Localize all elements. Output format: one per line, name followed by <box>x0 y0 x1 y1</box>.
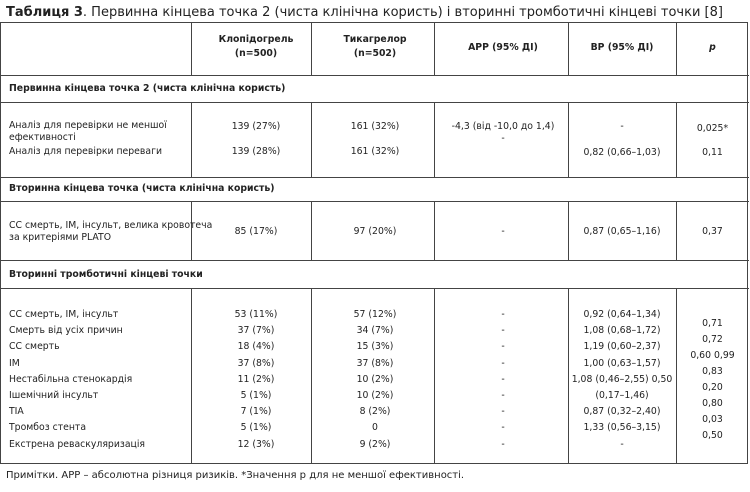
primary-row-1-arr-2: - <box>501 133 505 144</box>
primary-row-1-label-line2: ефективності <box>9 132 76 143</box>
thrombotic-row-2-clopidogrel: 37 (7%) <box>237 325 275 336</box>
primary-row-1-rr: - <box>620 121 624 132</box>
thrombotic-p-8: 0,50 <box>702 430 723 441</box>
thrombotic-row-2-label: Смерть від усіх причин <box>9 325 123 336</box>
primary-row-2-rr: 0,82 (0,66–1,03) <box>583 147 661 158</box>
thrombotic-row-9-label: Екстрена реваскуляризація <box>9 439 146 450</box>
vrule-primary-1 <box>191 102 192 177</box>
secondary-row-rr: 0,87 (0,65–1,16) <box>583 226 661 237</box>
thrombotic-row-9-clopidogrel: 12 (3%) <box>237 439 275 450</box>
thrombotic-row-4-arr: - <box>501 358 505 369</box>
section-thrombotic-title: Вторинні тромботичні кінцеві точки <box>9 269 203 280</box>
primary-row-2-p: 0,11 <box>702 147 723 158</box>
thrombotic-row-6-clopidogrel: 5 (1%) <box>240 390 272 401</box>
rule-primary-title <box>1 102 749 103</box>
thrombotic-p-6: 0,80 <box>702 398 723 409</box>
thrombotic-row-1-clopidogrel: 53 (11%) <box>234 309 278 320</box>
primary-row-1-p: 0,025* <box>696 123 729 134</box>
header-clopidogrel-name: Клопідогрель <box>218 34 294 45</box>
thrombotic-row-6-label: Ішемічний інсульт <box>9 390 99 401</box>
thrombotic-row-8-ticagrelor: 0 <box>372 422 378 433</box>
thrombotic-row-3-arr: - <box>501 341 505 352</box>
vrule-primary-2 <box>311 102 312 177</box>
thrombotic-row-2-rr: 1,08 (0,68–1,72) <box>583 325 661 336</box>
thrombotic-p-7: 0,03 <box>702 414 723 425</box>
secondary-row-label <box>9 220 212 244</box>
thrombotic-row-3-ticagrelor: 15 (3%) <box>356 341 394 352</box>
thrombotic-row-4-rr: 1,00 (0,63–1,57) <box>583 358 661 369</box>
thrombotic-row-6-arr: - <box>501 390 505 401</box>
header-ticagrelor-n: (n=502) <box>353 48 397 59</box>
vrule-thrombotic-3 <box>434 288 435 464</box>
header-ticagrelor-name: Тикагрелор <box>343 34 407 45</box>
thrombotic-row-7-clopidogrel: 7 (1%) <box>240 406 272 417</box>
secondary-row-ticagrelor: 97 (20%) <box>353 226 397 237</box>
thrombotic-row-7-rr: 0,87 (0,32–2,40) <box>583 406 661 417</box>
primary-row-2-label: Аналіз для перевірки переваги <box>9 146 162 157</box>
header-clopidogrel <box>201 33 311 61</box>
table-caption-text: . Первинна кінцева точка 2 (чиста клінічна користь) і вторинні тромботичні кінцеві точки [8] <box>82 5 723 20</box>
thrombotic-row-1-rr: 0,92 (0,64–1,34) <box>583 309 661 320</box>
thrombotic-row-9-rr: - <box>620 439 624 450</box>
thrombotic-row-4-label: ІМ <box>9 358 20 369</box>
section-primary-title: Первинна кінцева точка 2 (чиста клінічна користь) <box>9 83 286 94</box>
thrombotic-p-3: 0,60 0,99 <box>690 350 735 361</box>
thrombotic-row-5-label: Нестабільна стенокардія <box>9 374 133 385</box>
thrombotic-row-9-arr: - <box>501 439 505 450</box>
vrule-primary-5 <box>676 102 677 177</box>
thrombotic-row-7-label: ТІА <box>9 406 24 417</box>
secondary-row-label-line2: за критеріями PLATO <box>9 232 112 243</box>
thrombotic-row-5-arr: - <box>501 374 505 385</box>
rule-header <box>1 75 749 76</box>
vrule-thrombotic-1 <box>191 288 192 464</box>
vrule-secondary-3 <box>434 201 435 260</box>
thrombotic-row-6-rr: (0,17–1,46) <box>595 390 649 401</box>
header-p: р <box>709 42 716 53</box>
vrule-primary-3 <box>434 102 435 177</box>
primary-row-1-arr: -4,3 (від -10,0 до 1,4) <box>451 121 555 132</box>
primary-row-1-label <box>9 120 167 144</box>
thrombotic-row-5-ticagrelor: 10 (2%) <box>356 374 394 385</box>
header-clopidogrel-n: (n=500) <box>234 48 278 59</box>
secondary-row-p: 0,37 <box>702 226 723 237</box>
primary-row-2-ticagrelor: 161 (32%) <box>350 146 400 157</box>
thrombotic-row-7-arr: - <box>501 406 505 417</box>
header-ticagrelor <box>316 33 434 61</box>
header-arr: АРР (95% ДІ) <box>468 42 538 53</box>
table-caption <box>6 4 723 22</box>
thrombotic-row-4-clopidogrel: 37 (8%) <box>237 358 275 369</box>
thrombotic-row-1-label: СС смерть, ІМ, інсульт <box>9 309 119 320</box>
secondary-row-clopidogrel: 85 (17%) <box>234 226 278 237</box>
thrombotic-row-5-clopidogrel: 11 (2%) <box>237 374 275 385</box>
thrombotic-row-8-arr: - <box>501 422 505 433</box>
results-table <box>0 22 748 464</box>
vrule-primary-4 <box>568 102 569 177</box>
rule-secondary-title <box>1 201 749 202</box>
rule-secondary-end <box>1 260 749 261</box>
vrule-header-3 <box>434 23 435 75</box>
thrombotic-row-6-ticagrelor: 10 (2%) <box>356 390 394 401</box>
thrombotic-p-1: 0,71 <box>702 318 723 329</box>
thrombotic-p-5: 0,20 <box>702 382 723 393</box>
thrombotic-row-4-ticagrelor: 37 (8%) <box>356 358 394 369</box>
thrombotic-row-3-rr: 1,19 (0,60–2,37) <box>583 341 661 352</box>
thrombotic-row-2-ticagrelor: 34 (7%) <box>356 325 394 336</box>
vrule-secondary-2 <box>311 201 312 260</box>
vrule-header-1 <box>191 23 192 75</box>
thrombotic-row-3-clopidogrel: 18 (4%) <box>237 341 275 352</box>
secondary-row-arr: - <box>501 226 505 237</box>
rule-primary-end <box>1 177 749 178</box>
primary-row-1-clopidogrel: 139 (27%) <box>231 121 281 132</box>
primary-row-1-label-line1: Аналіз для перевірки не меншої <box>9 120 167 131</box>
thrombotic-row-1-ticagrelor: 57 (12%) <box>353 309 397 320</box>
thrombotic-row-2-arr: - <box>501 325 505 336</box>
header-rr: ВР (95% ДІ) <box>590 42 654 53</box>
primary-row-1-ticagrelor: 161 (32%) <box>350 121 400 132</box>
rule-thrombotic-title <box>1 288 749 289</box>
table-caption-label: Таблиця 3 <box>6 5 83 20</box>
thrombotic-row-8-label: Тромбоз стента <box>9 422 87 433</box>
section-secondary-title: Вторинна кінцева точка (чиста клінічна користь) <box>9 183 275 194</box>
thrombotic-row-8-rr: 1,33 (0,56–3,15) <box>583 422 661 433</box>
vrule-header-2 <box>311 23 312 75</box>
thrombotic-row-5-rr: 1,08 (0,46–2,55) 0,50 <box>571 374 673 385</box>
thrombotic-p-4: 0,83 <box>702 366 723 377</box>
table-note: Примітки. АРР – абсолютна різниця ризиків. *Значення р для не меншої ефективності. <box>6 470 465 481</box>
thrombotic-p-2: 0,72 <box>702 334 723 345</box>
thrombotic-row-8-clopidogrel: 5 (1%) <box>240 422 272 433</box>
thrombotic-row-7-ticagrelor: 8 (2%) <box>359 406 391 417</box>
vrule-thrombotic-2 <box>311 288 312 464</box>
thrombotic-row-9-ticagrelor: 9 (2%) <box>359 439 391 450</box>
thrombotic-row-3-label: СС смерть <box>9 341 60 352</box>
thrombotic-row-1-arr: - <box>501 309 505 320</box>
primary-row-2-clopidogrel: 139 (28%) <box>231 146 281 157</box>
secondary-row-label-line1: СС смерть, ІМ, інсульт, велика кровотеча <box>9 220 213 231</box>
